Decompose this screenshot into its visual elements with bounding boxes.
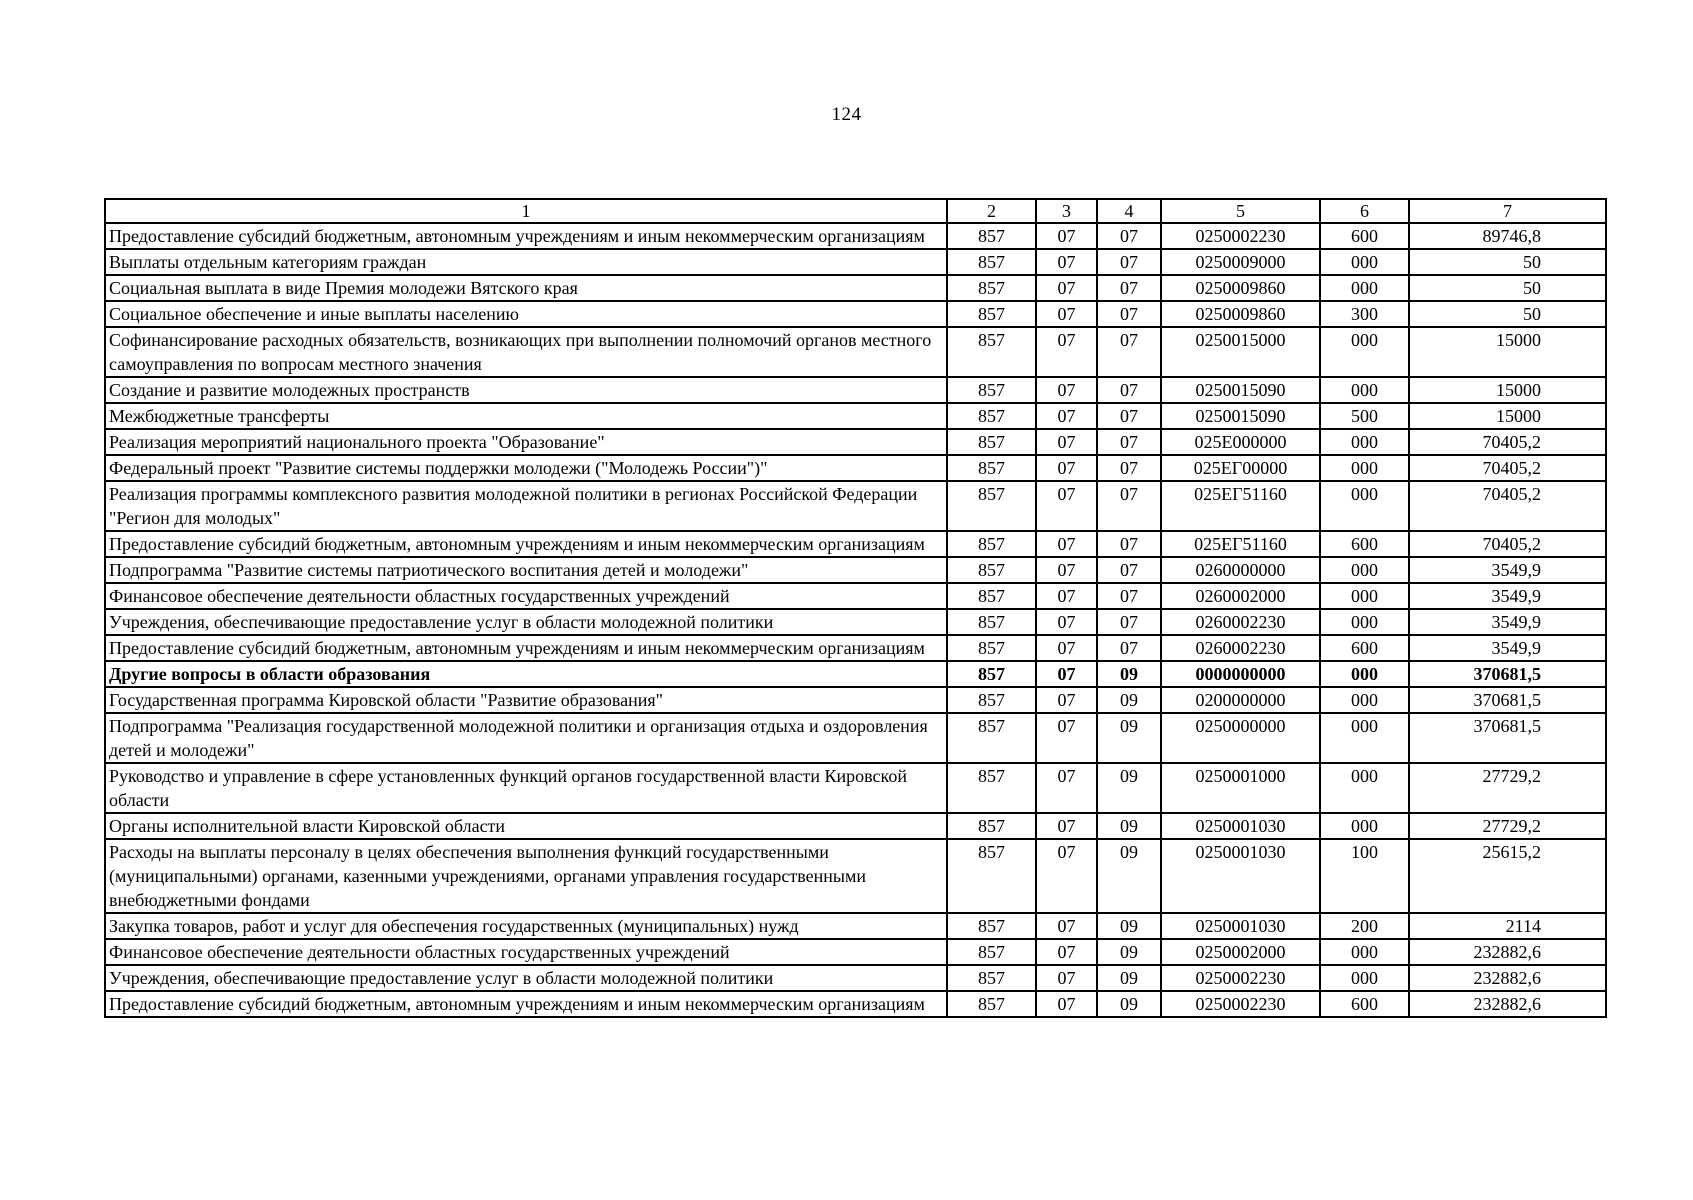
target-article-cell: 0250002230 <box>1161 223 1320 249</box>
row-name-cell: Софинансирование расходных обязательств, возникающих при выполнении полномочий органов местного самоуправления по вопросам местного значения <box>105 327 947 377</box>
table-row <box>105 839 1606 913</box>
row-name-cell: Учреждения, обеспечивающие предоставление услуг в области молодежной политики <box>105 609 947 635</box>
amount-cell: 232882,6 <box>1409 939 1606 965</box>
admin-code-cell: 857 <box>947 713 1036 763</box>
row-name-cell: Подпрограмма "Реализация государственной молодежной политики и организация отдыха и оздоровления детей и молодежи" <box>105 713 947 763</box>
amount-cell: 89746,8 <box>1409 223 1606 249</box>
target-article-cell: 0250001030 <box>1161 913 1320 939</box>
section-cell: 07 <box>1036 377 1097 403</box>
target-article-cell: 0260002230 <box>1161 635 1320 661</box>
row-name-cell: Создание и развитие молодежных пространств <box>105 377 947 403</box>
expense-type-cell: 600 <box>1320 635 1409 661</box>
subsection-cell: 09 <box>1097 965 1161 991</box>
table-row <box>105 403 1606 429</box>
target-article-cell: 0250009860 <box>1161 275 1320 301</box>
row-name-cell: Предоставление субсидий бюджетным, автономным учреждениям и иным некоммерческим организациям <box>105 223 947 249</box>
row-name-cell: Выплаты отдельным категориям граждан <box>105 249 947 275</box>
subsection-cell: 07 <box>1097 301 1161 327</box>
admin-code-cell: 857 <box>947 965 1036 991</box>
table-row <box>105 965 1606 991</box>
amount-cell: 27729,2 <box>1409 763 1606 813</box>
target-article-cell: 0250001030 <box>1161 839 1320 913</box>
subsection-cell: 09 <box>1097 687 1161 713</box>
table-row <box>105 223 1606 249</box>
table-row <box>105 275 1606 301</box>
admin-code-cell: 857 <box>947 455 1036 481</box>
page-number: 124 <box>831 104 862 125</box>
amount-cell: 232882,6 <box>1409 991 1606 1017</box>
target-article-cell: 0250001000 <box>1161 763 1320 813</box>
admin-code-cell: 857 <box>947 557 1036 583</box>
subsection-cell: 09 <box>1097 763 1161 813</box>
admin-code-cell: 857 <box>947 839 1036 913</box>
section-cell: 07 <box>1036 455 1097 481</box>
row-name-cell: Предоставление субсидий бюджетным, автономным учреждениям и иным некоммерческим организациям <box>105 991 947 1017</box>
table-row <box>105 301 1606 327</box>
table-row <box>105 913 1606 939</box>
row-name-cell: Федеральный проект "Развитие системы поддержки молодежи ("Молодежь России")" <box>105 455 947 481</box>
column-header: 2 <box>947 199 1036 223</box>
section-cell: 07 <box>1036 327 1097 377</box>
table-row <box>105 609 1606 635</box>
section-cell: 07 <box>1036 913 1097 939</box>
admin-code-cell: 857 <box>947 301 1036 327</box>
expense-type-cell: 000 <box>1320 275 1409 301</box>
subsection-cell: 09 <box>1097 661 1161 687</box>
section-cell: 07 <box>1036 275 1097 301</box>
row-name-cell: Финансовое обеспечение деятельности областных государственных учреждений <box>105 939 947 965</box>
section-cell: 07 <box>1036 991 1097 1017</box>
amount-cell: 50 <box>1409 301 1606 327</box>
section-cell: 07 <box>1036 249 1097 275</box>
expense-type-cell: 000 <box>1320 377 1409 403</box>
target-article-cell: 0200000000 <box>1161 687 1320 713</box>
row-name-cell: Подпрограмма "Развитие системы патриотического воспитания детей и молодежи" <box>105 557 947 583</box>
amount-cell: 25615,2 <box>1409 839 1606 913</box>
section-cell: 07 <box>1036 583 1097 609</box>
target-article-cell: 025Е000000 <box>1161 429 1320 455</box>
expense-type-cell: 600 <box>1320 531 1409 557</box>
row-name-cell: Финансовое обеспечение деятельности областных государственных учреждений <box>105 583 947 609</box>
expense-type-cell: 000 <box>1320 249 1409 275</box>
subsection-cell: 07 <box>1097 481 1161 531</box>
target-article-cell: 025ЕГ51160 <box>1161 531 1320 557</box>
subsection-cell: 07 <box>1097 249 1161 275</box>
subsection-cell: 07 <box>1097 223 1161 249</box>
column-header: 7 <box>1409 199 1606 223</box>
amount-cell: 232882,6 <box>1409 965 1606 991</box>
admin-code-cell: 857 <box>947 327 1036 377</box>
section-cell: 07 <box>1036 609 1097 635</box>
amount-cell: 2114 <box>1409 913 1606 939</box>
admin-code-cell: 857 <box>947 939 1036 965</box>
subsection-cell: 07 <box>1097 531 1161 557</box>
section-cell: 07 <box>1036 687 1097 713</box>
table-row <box>105 939 1606 965</box>
subsection-cell: 09 <box>1097 839 1161 913</box>
amount-cell: 370681,5 <box>1409 661 1606 687</box>
expense-type-cell: 000 <box>1320 763 1409 813</box>
target-article-cell: 025ЕГ00000 <box>1161 455 1320 481</box>
target-article-cell: 0250015000 <box>1161 327 1320 377</box>
admin-code-cell: 857 <box>947 991 1036 1017</box>
admin-code-cell: 857 <box>947 609 1036 635</box>
admin-code-cell: 857 <box>947 223 1036 249</box>
target-article-cell: 025ЕГ51160 <box>1161 481 1320 531</box>
amount-cell: 370681,5 <box>1409 687 1606 713</box>
section-cell: 07 <box>1036 429 1097 455</box>
amount-cell: 3549,9 <box>1409 635 1606 661</box>
subsection-cell: 09 <box>1097 913 1161 939</box>
amount-cell: 70405,2 <box>1409 455 1606 481</box>
admin-code-cell: 857 <box>947 583 1036 609</box>
table-row <box>105 249 1606 275</box>
section-cell: 07 <box>1036 635 1097 661</box>
expense-type-cell: 300 <box>1320 301 1409 327</box>
subsection-cell: 09 <box>1097 813 1161 839</box>
admin-code-cell: 857 <box>947 661 1036 687</box>
target-article-cell: 0250009000 <box>1161 249 1320 275</box>
admin-code-cell: 857 <box>947 635 1036 661</box>
table-row <box>105 713 1606 763</box>
expense-type-cell: 000 <box>1320 609 1409 635</box>
column-header: 4 <box>1097 199 1161 223</box>
table-row <box>105 991 1606 1017</box>
section-cell: 07 <box>1036 713 1097 763</box>
column-header: 5 <box>1161 199 1320 223</box>
expense-type-cell: 000 <box>1320 687 1409 713</box>
admin-code-cell: 857 <box>947 913 1036 939</box>
target-article-cell: 0250015090 <box>1161 377 1320 403</box>
table-header-row <box>105 199 1606 223</box>
table-row <box>105 481 1606 531</box>
target-article-cell: 0260002230 <box>1161 609 1320 635</box>
row-name-cell: Реализация программы комплексного развития молодежной политики в регионах Российской Федерации "Регион для молодых" <box>105 481 947 531</box>
subsection-cell: 07 <box>1097 635 1161 661</box>
table-row <box>105 429 1606 455</box>
admin-code-cell: 857 <box>947 403 1036 429</box>
row-name-cell: Руководство и управление в сфере установленных функций органов государственной власти Кировской области <box>105 763 947 813</box>
row-name-cell: Предоставление субсидий бюджетным, автономным учреждениям и иным некоммерческим организациям <box>105 531 947 557</box>
target-article-cell: 0260002000 <box>1161 583 1320 609</box>
amount-cell: 70405,2 <box>1409 481 1606 531</box>
amount-cell: 50 <box>1409 249 1606 275</box>
amount-cell: 70405,2 <box>1409 429 1606 455</box>
row-name-cell: Другие вопросы в области образования <box>105 661 947 687</box>
column-header: 3 <box>1036 199 1097 223</box>
section-cell: 07 <box>1036 403 1097 429</box>
section-cell: 07 <box>1036 531 1097 557</box>
target-article-cell: 0250000000 <box>1161 713 1320 763</box>
expense-type-cell: 000 <box>1320 481 1409 531</box>
subsection-cell: 07 <box>1097 275 1161 301</box>
expense-type-cell: 000 <box>1320 813 1409 839</box>
admin-code-cell: 857 <box>947 249 1036 275</box>
amount-cell: 370681,5 <box>1409 713 1606 763</box>
table-row <box>105 763 1606 813</box>
target-article-cell: 0250009860 <box>1161 301 1320 327</box>
section-cell: 07 <box>1036 839 1097 913</box>
section-cell: 07 <box>1036 813 1097 839</box>
expense-type-cell: 000 <box>1320 557 1409 583</box>
admin-code-cell: 857 <box>947 429 1036 455</box>
admin-code-cell: 857 <box>947 481 1036 531</box>
expense-type-cell: 600 <box>1320 223 1409 249</box>
section-cell: 07 <box>1036 763 1097 813</box>
expense-type-cell: 500 <box>1320 403 1409 429</box>
expense-type-cell: 200 <box>1320 913 1409 939</box>
expense-type-cell: 000 <box>1320 455 1409 481</box>
expense-type-cell: 000 <box>1320 939 1409 965</box>
table-row <box>105 687 1606 713</box>
expense-type-cell: 000 <box>1320 661 1409 687</box>
table-row <box>105 327 1606 377</box>
target-article-cell: 0250015090 <box>1161 403 1320 429</box>
subsection-cell: 07 <box>1097 429 1161 455</box>
target-article-cell: 0250002230 <box>1161 991 1320 1017</box>
section-cell: 07 <box>1036 661 1097 687</box>
section-cell: 07 <box>1036 223 1097 249</box>
expense-type-cell: 000 <box>1320 965 1409 991</box>
row-name-cell: Социальное обеспечение и иные выплаты населению <box>105 301 947 327</box>
expense-type-cell: 000 <box>1320 583 1409 609</box>
amount-cell: 15000 <box>1409 327 1606 377</box>
target-article-cell: 0250001030 <box>1161 813 1320 839</box>
expense-type-cell: 000 <box>1320 713 1409 763</box>
row-name-cell: Расходы на выплаты персоналу в целях обеспечения выполнения функций государственными (муниципальными) органами, казенными учреждениями, органами управления государственными внебюджетными фондами <box>105 839 947 913</box>
admin-code-cell: 857 <box>947 531 1036 557</box>
section-cell: 07 <box>1036 939 1097 965</box>
row-name-cell: Социальная выплата в виде Премия молодежи Вятского края <box>105 275 947 301</box>
row-name-cell: Закупка товаров, работ и услуг для обеспечения государственных (муниципальных) нужд <box>105 913 947 939</box>
table-row <box>105 557 1606 583</box>
table-row <box>105 661 1606 687</box>
subsection-cell: 07 <box>1097 377 1161 403</box>
subsection-cell: 09 <box>1097 939 1161 965</box>
row-name-cell: Межбюджетные трансферты <box>105 403 947 429</box>
section-cell: 07 <box>1036 965 1097 991</box>
budget-table <box>104 198 1607 1018</box>
row-name-cell: Органы исполнительной власти Кировской области <box>105 813 947 839</box>
table-row <box>105 813 1606 839</box>
subsection-cell: 07 <box>1097 403 1161 429</box>
column-header: 6 <box>1320 199 1409 223</box>
amount-cell: 27729,2 <box>1409 813 1606 839</box>
table-row <box>105 455 1606 481</box>
row-name-cell: Учреждения, обеспечивающие предоставление услуг в области молодежной политики <box>105 965 947 991</box>
admin-code-cell: 857 <box>947 377 1036 403</box>
table-row <box>105 583 1606 609</box>
amount-cell: 70405,2 <box>1409 531 1606 557</box>
row-name-cell: Предоставление субсидий бюджетным, автономным учреждениям и иным некоммерческим организациям <box>105 635 947 661</box>
expense-type-cell: 000 <box>1320 327 1409 377</box>
amount-cell: 15000 <box>1409 403 1606 429</box>
subsection-cell: 07 <box>1097 455 1161 481</box>
amount-cell: 3549,9 <box>1409 609 1606 635</box>
target-article-cell: 0260000000 <box>1161 557 1320 583</box>
table-body <box>105 223 1606 1017</box>
section-cell: 07 <box>1036 301 1097 327</box>
admin-code-cell: 857 <box>947 813 1036 839</box>
subsection-cell: 07 <box>1097 557 1161 583</box>
subsection-cell: 09 <box>1097 713 1161 763</box>
table-row <box>105 377 1606 403</box>
expense-type-cell: 100 <box>1320 839 1409 913</box>
subsection-cell: 07 <box>1097 609 1161 635</box>
amount-cell: 15000 <box>1409 377 1606 403</box>
subsection-cell: 09 <box>1097 991 1161 1017</box>
target-article-cell: 0250002000 <box>1161 939 1320 965</box>
section-cell: 07 <box>1036 481 1097 531</box>
row-name-cell: Государственная программа Кировской области "Развитие образования" <box>105 687 947 713</box>
amount-cell: 3549,9 <box>1409 557 1606 583</box>
row-name-cell: Реализация мероприятий национального проекта "Образование" <box>105 429 947 455</box>
admin-code-cell: 857 <box>947 275 1036 301</box>
target-article-cell: 0000000000 <box>1161 661 1320 687</box>
amount-cell: 50 <box>1409 275 1606 301</box>
subsection-cell: 07 <box>1097 327 1161 377</box>
table-row <box>105 635 1606 661</box>
target-article-cell: 0250002230 <box>1161 965 1320 991</box>
admin-code-cell: 857 <box>947 687 1036 713</box>
table-row <box>105 531 1606 557</box>
expense-type-cell: 600 <box>1320 991 1409 1017</box>
admin-code-cell: 857 <box>947 763 1036 813</box>
amount-cell: 3549,9 <box>1409 583 1606 609</box>
column-header: 1 <box>105 199 947 223</box>
subsection-cell: 07 <box>1097 583 1161 609</box>
section-cell: 07 <box>1036 557 1097 583</box>
expense-type-cell: 000 <box>1320 429 1409 455</box>
